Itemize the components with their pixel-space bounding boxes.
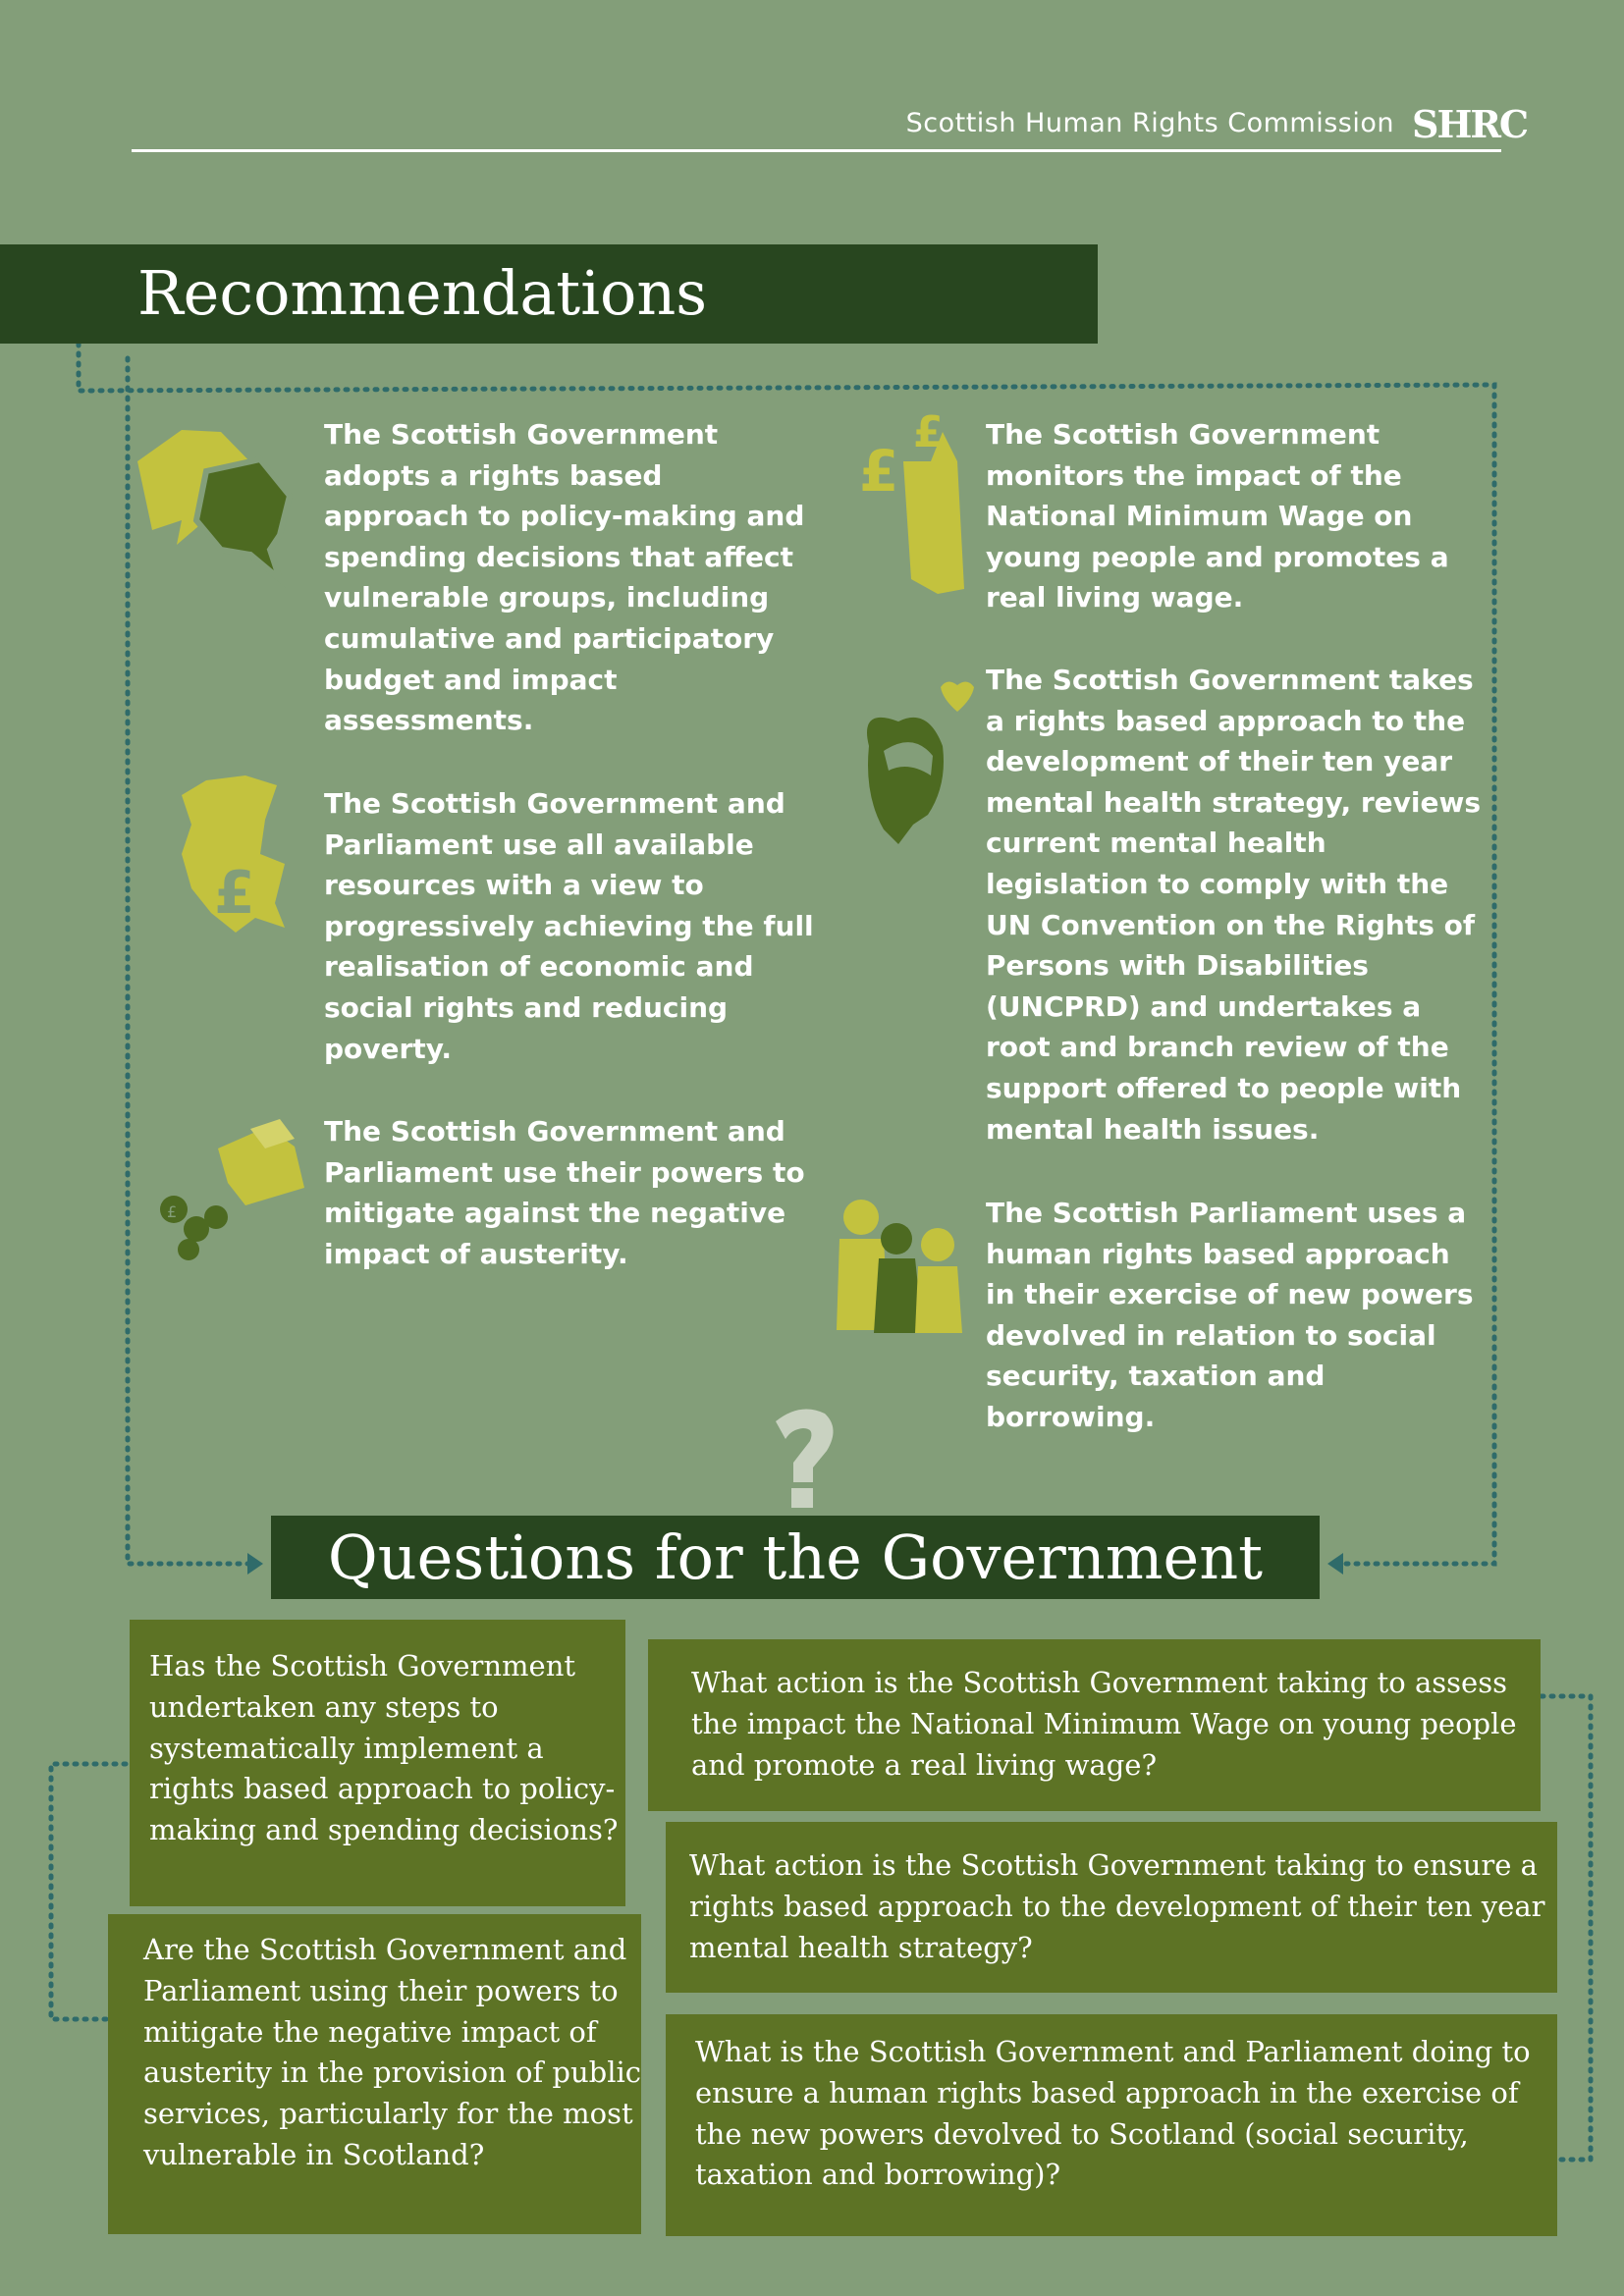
hand-pounds-icon bbox=[859, 407, 964, 594]
questions-banner bbox=[271, 1516, 1320, 1599]
question-box: Has the Scottish Government undertaken any steps to systematically implement a rights based approach to policy-making and spending decisions? bbox=[130, 1620, 625, 1906]
coins-notes-icon bbox=[160, 1119, 304, 1260]
recommendation-item: The Scottish Government and Parliament use all available resources with a view to progressively achieving the full realisation of economic and social rights and reducing poverty. bbox=[324, 787, 814, 1065]
head-heart-icon bbox=[867, 681, 974, 844]
arrow-left-icon bbox=[1327, 1553, 1343, 1575]
question-box: Are the Scottish Government and Parliament using their powers to mitigate the negative impact of austerity in the provision of public services, particularly for the most vulnerable in Scotland? bbox=[108, 1914, 641, 2234]
question-box: What action is the Scottish Government taking to ensure a rights based approach to the development of their ten year mental health strategy? bbox=[666, 1822, 1557, 1993]
scotland-map-pound-icon bbox=[182, 775, 285, 933]
recommendations-banner bbox=[0, 244, 1098, 344]
arrow-right-icon bbox=[247, 1553, 263, 1575]
header-rule bbox=[132, 149, 1501, 152]
recommendations-title: Recommendations bbox=[137, 257, 708, 329]
org-name: Scottish Human Rights Commission bbox=[905, 108, 1394, 138]
question-box: What is the Scottish Government and Parliament doing to ensure a human rights based approach in the exercise of the new powers devolved to Scotland (social security, taxation and borrowing)? bbox=[666, 2014, 1557, 2236]
svg-text:£: £ bbox=[859, 438, 899, 505]
recommendation-item: The Scottish Government and Parliament use their powers to mitigate against the negative impact of austerity. bbox=[324, 1115, 805, 1270]
speech-bubbles-icon bbox=[137, 430, 290, 579]
svg-text:£: £ bbox=[167, 1202, 178, 1221]
questions-title: Questions for the Government bbox=[327, 1522, 1264, 1593]
question-mark-icon bbox=[776, 1410, 834, 1509]
recommendation-item: The Scottish Government monitors the impact of the National Minimum Wage on young people and promotes a real living wage. bbox=[986, 418, 1449, 614]
question-box: What action is the Scottish Government taking to assess the impact the National Minimum Wage on young people and promote a real living wage? bbox=[648, 1639, 1541, 1811]
svg-text:£: £ bbox=[913, 407, 944, 457]
svg-text:£: £ bbox=[214, 859, 255, 928]
recommendation-item: The Scottish Government takes a rights based approach to the development of their ten year mental health strategy, reviews current mental health legislation to comply with the UN Convention on the Rights of Persons with Disabilities (UNCPRD) and undertakes a root and branch review of the support offered to people with mental health issues. bbox=[986, 664, 1482, 1146]
people-group-icon bbox=[837, 1200, 962, 1333]
shrc-logo: SHRC bbox=[1412, 102, 1528, 146]
recommendation-item: The Scottish Parliament uses a human rights based approach in their exercise of new powers devolved in relation to social security, taxation and borrowing. bbox=[986, 1197, 1474, 1433]
recommendation-item: The Scottish Government adopts a rights based approach to policy-making and spending decisions that affect vulnerable groups, including cumulative and participatory budget and impact assessments. bbox=[324, 418, 805, 737]
